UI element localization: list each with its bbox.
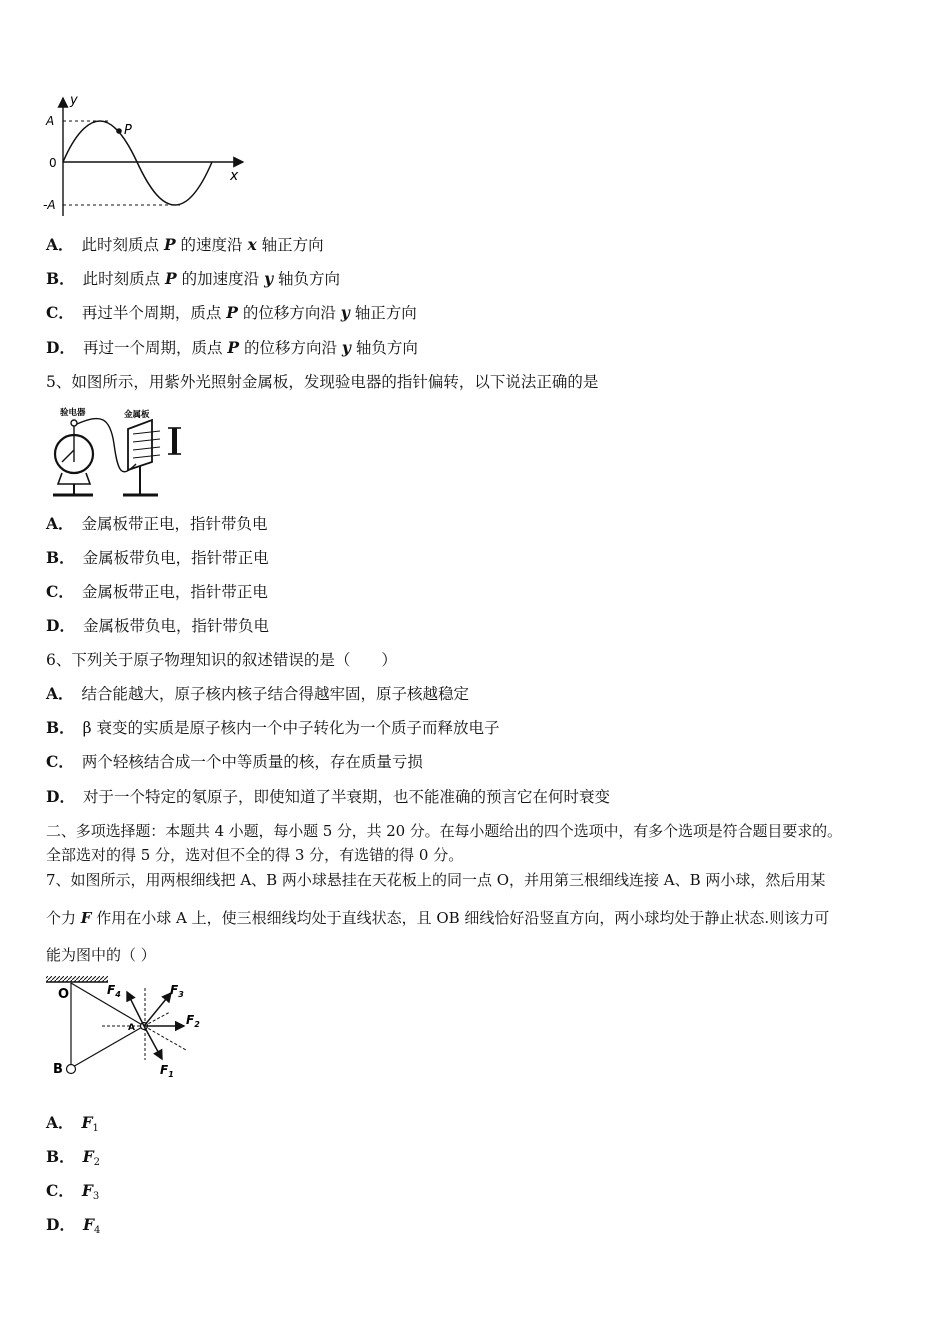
force-f4-label: $F_4$ (107, 983, 121, 999)
force-f3-label: $F_3$ (170, 983, 184, 999)
electroscope-knob (71, 420, 77, 426)
q5-option-d[interactable]: D． 金属板带负电，指针带负电 (46, 616, 269, 635)
point-a-label: A (128, 1023, 135, 1033)
q6-option-c[interactable]: C． 两个轻核结合成一个中等质量的核，存在质量亏损 (46, 752, 423, 771)
q4-option-c[interactable]: C． 再过半个周期，质点 P 的位移方向沿 y 轴正方向 (46, 303, 417, 322)
amp-bottom-label: -A (43, 198, 56, 212)
force-diagram-figure (44, 972, 214, 1082)
q5-option-c[interactable]: C． 金属板带正电，指针带正电 (46, 582, 268, 601)
q7-option-c[interactable]: C． $F_3$ (46, 1181, 100, 1202)
q5-stem: 5、如图所示，用紫外光照射金属板，发现验电器的指针偏转，以下说法正确的是 (46, 373, 599, 391)
uv-ray-1 (133, 431, 160, 434)
q7-stem-line2: 个力 F 作用在小球 A 上，使三根细线均处于直线状态，且 OB 细线恰好沿竖直方向，两小球均处于静止状态.则该力可 (46, 909, 830, 927)
ball-b (67, 1065, 76, 1074)
force-f3-arrow (144, 993, 171, 1026)
point-p-dot (116, 128, 122, 134)
q4-option-d[interactable]: D． 再过一个周期，质点 P 的位移方向沿 y 轴负方向 (46, 338, 418, 357)
q6-option-d[interactable]: D． 对于一个特定的氡原子，即使知道了半衰期，也不能准确的预言它在何时衰变 (46, 787, 610, 806)
electroscope-figure (48, 404, 188, 500)
point-o-label: O (58, 987, 70, 1002)
uv-lamp (172, 428, 177, 454)
point-b-label: B (53, 1062, 63, 1077)
electroscope-stand (58, 473, 90, 484)
dashed-ab-extension (144, 1012, 170, 1026)
q7-option-a[interactable]: A． $F_1$ (46, 1113, 99, 1134)
force-f2-label: $F_2$ (186, 1013, 200, 1029)
uv-ray-4 (133, 455, 160, 458)
x-axis-label: x (230, 168, 239, 184)
uv-ray-3 (133, 447, 160, 450)
point-p-label: P (124, 123, 132, 138)
metal-plate (128, 420, 152, 470)
metal-plate-label: 金属板 (124, 410, 150, 420)
electroscope-leaf (62, 450, 74, 462)
section2-instructions-line2: 全部选对的得 5 分，选对但不全的得 3 分，有选错的得 0 分。 (46, 846, 464, 864)
section2-instructions-line1: 二、多项选择题：本题共 4 小题，每小题 5 分，共 20 分。在每小题给出的四个选项中，有多个选项是符合题目要求的。 (46, 822, 842, 840)
wave-graph-figure (40, 92, 250, 220)
q4-option-a[interactable]: A． 此时刻质点 P 的速度沿 x 轴正方向 (46, 235, 324, 254)
uv-ray-2 (133, 439, 160, 442)
origin-label: 0 (49, 156, 57, 170)
force-f1-label: $F_1$ (160, 1063, 174, 1079)
electroscope-label: 验电器 (60, 408, 86, 418)
q5-option-a[interactable]: A． 金属板带正电，指针带负电 (46, 514, 268, 533)
amp-top-label: A (46, 114, 55, 128)
q5-option-b[interactable]: B． 金属板带负电，指针带正电 (46, 548, 269, 567)
q6-stem: 6、下列关于原子物理知识的叙述错误的是（ ） (46, 651, 397, 669)
ceiling (46, 976, 108, 982)
q7-stem-line1: 7、如图所示，用两根细线把 A、B 两小球悬挂在天花板上的同一点 O，并用第三根细线连接 A、B 两小球，然后用某 (46, 871, 826, 889)
q4-option-b[interactable]: B． 此时刻质点 P 的加速度沿 y 轴负方向 (46, 269, 341, 288)
q6-option-a[interactable]: A． 结合能越大，原子核内核子结合得越牢固，原子核越稳定 (46, 684, 470, 703)
y-axis-label: y (70, 93, 78, 108)
q6-option-b[interactable]: B． β 衰变的实质是原子核内一个中子转化为一个质子而释放电子 (46, 718, 500, 737)
q7-option-b[interactable]: B． $F_2$ (46, 1147, 100, 1168)
q7-option-d[interactable]: D． $F_4$ (46, 1215, 101, 1236)
q7-stem-line3: 能为图中的（ ） (46, 946, 156, 964)
sine-wave (63, 121, 212, 205)
